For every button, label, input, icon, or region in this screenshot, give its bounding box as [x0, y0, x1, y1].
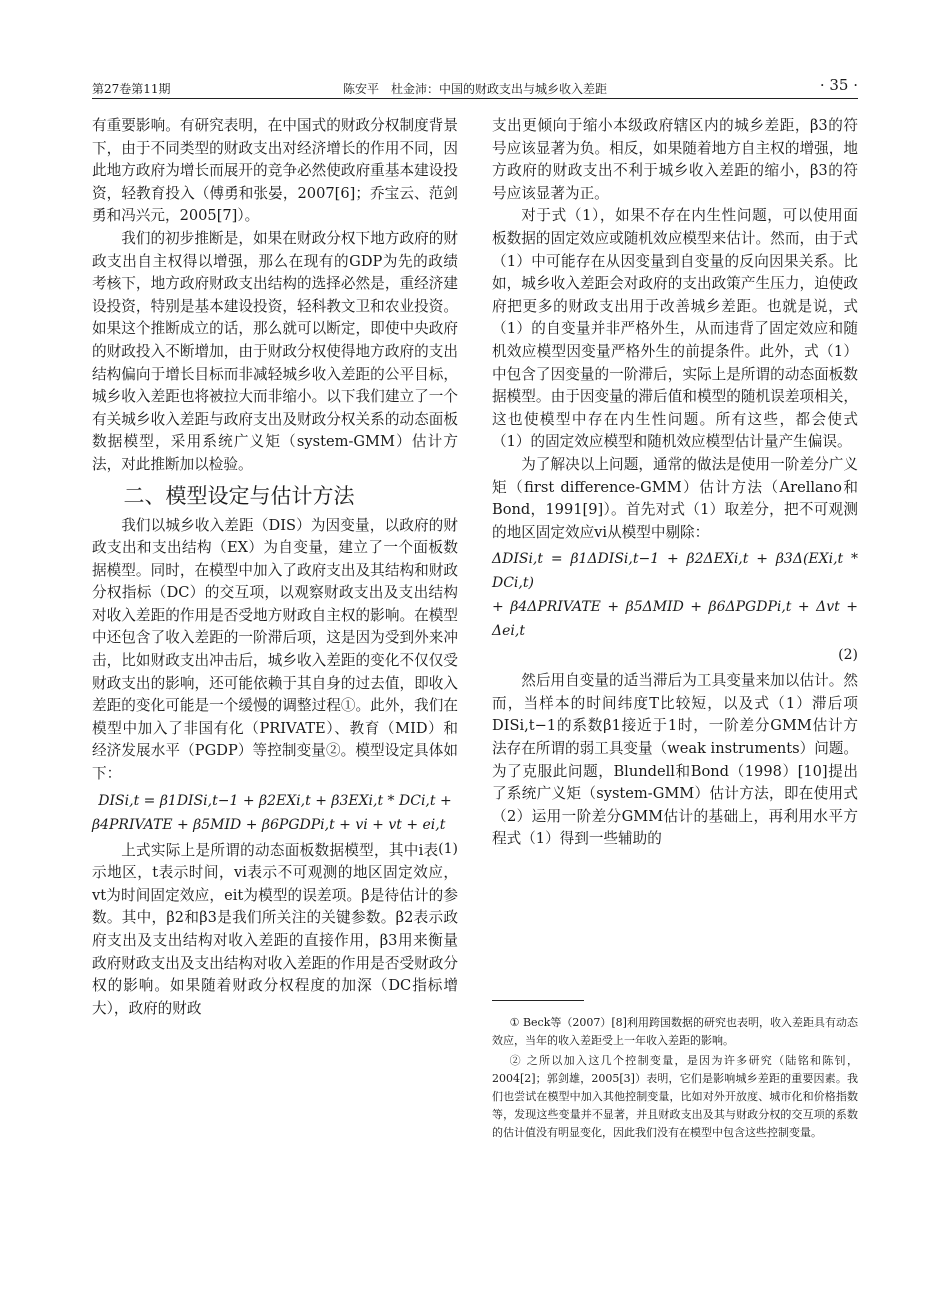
equation-2: [492, 547, 858, 667]
left-column: [92, 115, 458, 1020]
paragraph: 对于式（1），如果不存在内生性问题，可以使用面板数据的固定效应或随机效应模型来估计。然而，由于式（1）中可能存在从因变量到自变量的反向因果关系。比如，城乡收入差距会对政府的支出政策产生压力，迫使政府把更多的财政支出用于改善城乡差距。也就是说，式（1）的自变量并非严格外生，从而违背了固定效应和随机效应模型因变量严格外生的前提条件。此外，式（1）中包含了因变量的一阶滞后，实际上是所谓的动态面板数据模型。由于因变量的滞后值和模型的随机误差项相关，这也使模型中存在内生性问题。所有这些，都会使式（1）的固定效应模型和随机效应模型估计量产生偏误。: [492, 207, 858, 451]
paragraph: 支出更倾向于缩小本级政府辖区内的城乡差距，β3的符号应该显著为负。相反，如果随着地方自主权的增强，地方政府的财政支出不利于城乡收入差距的缩小，β3的符号应该显著为正。: [492, 117, 858, 202]
paragraph: 为了解决以上问题，通常的做法是使用一阶差分广义矩（first difference-GMM）估计方法（Arellano和Bond，1991[9]）。首先对式（1）取差分，把不可观测的地区固定效应vi从模型中剔除：: [492, 455, 858, 541]
equation-2-line-1: ΔDISi,t = β1ΔDISi,t−1 + β2ΔEXi,t + β3Δ(EXi,t * DCi,t): [492, 551, 858, 592]
page-number: · 35 ·: [819, 76, 858, 94]
article-title: 陈安平 杜金沛：中国的财政支出与城乡收入差距: [342, 82, 607, 96]
issue-label: 第27卷第11期: [92, 82, 171, 96]
equation-1-line-2: [92, 813, 458, 857]
footnote-rule: [492, 1000, 584, 1001]
equation-1-line-1: DISi,t = β1DISi,t−1 + β2EXi,t + β3EXi,t * DCi,t +: [98, 792, 452, 809]
section-heading: 二、模型设定与估计方法: [123, 483, 355, 508]
footnotes: [492, 1014, 858, 1144]
footnote-2: ② 之所以加入这几个控制变量，是因为许多研究（陆铭和陈钊，2004[2]；郭剑雄，2005[3]）表明，它们是影响城乡差距的重要因素。我们也尝试在模型中加入其他控制变量，比如对外开放度、城市化和价格指数等，发现这些变量并不显著，并且财政支出及其与财政分权的交互项的系数的估计值没有明显变化，因此我们没有在模型中包含这些控制变量。: [492, 1054, 858, 1139]
equation-1: [92, 789, 458, 857]
paragraph: 上式实际上是所谓的动态面板数据模型，其中i表示地区，t表示时间，vi表示不可观测的地区固定效应，vt为时间固定效应，eit为模型的误差项。β是待估计的参数。其中，β2和β3是我们所关注的关键参数。β2表示政府支出及支出结构对收入差距的直接作用，β3用来衡量政府财政支出及支出结构对收入差距的作用是否受财政分权的影响。如果随着财政分权程度的加深（DC指标增大），政府的财政: [92, 841, 458, 1017]
equation-1-body: β4PRIVATE + β5MID + β6PGDPi,t + vi + vt + ei,t: [92, 816, 446, 833]
equation-number: (1): [438, 840, 458, 857]
paragraph: 有重要影响。有研究表明，在中国式的财政分权制度背景下，由于不同类型的财政支出对经济增长的作用不同，因此地方政府为增长而展开的竞争必然使政府重基本建设投资，轻教育投入（傅勇和张晏，2007[6]；乔宝云、范剑勇和冯兴元，2005[7]）。: [92, 117, 458, 225]
equation-2-line-2: + β4ΔPRIVATE + β5ΔMID + β6ΔPGDPi,t + Δvt + Δei,t: [492, 599, 858, 640]
right-column: [492, 115, 858, 851]
paragraph: 我们的初步推断是，如果在财政分权下地方政府的财政支出自主权得以增强，那么在现有的GDP为先的政绩考核下，地方政府财政支出结构的选择必然是，重经济建设投资，特别是基本建设投资，轻科教文卫和农业投资。如果这个推断成立的话，那么就可以断定，即使中央政府的财政投入不断增加，由于财政分权使得地方政府的支出结构偏向于增长目标而非减轻城乡收入差距的公平目标，城乡收入差距也将被拉大而非缩小。以下我们建立了一个有关城乡收入差距与政府支出及财政分权关系的动态面板数据模型，采用系统广义矩（system-GMM）估计方法，对此推断加以检验。: [92, 229, 458, 473]
footnote-1: ① Beck等（2007）[8]利用跨国数据的研究也表明，收入差距具有动态效应，当年的收入差距受上一年收入差距的影响。: [492, 1016, 858, 1047]
equation-number: (2): [838, 647, 858, 664]
paragraph: 然后用自变量的适当滞后为工具变量来加以估计。然而，当样本的时间纬度T比较短，以及式（1）滞后项DISi,t−1的系数β1接近于1时，一阶差分GMM估计方法存在所谓的弱工具变量（weak instruments）问题。为了克服此问题，Blundell和Bond（1998）[10]提出了系统广义矩（system-GMM）估计方法，即在使用式（2）运用一阶差分GMM估计的基础上，再利用水平方程式（1）得到一些辅助的: [492, 672, 858, 848]
running-header: [92, 76, 858, 99]
paragraph: 我们以城乡收入差距（DIS）为因变量，以政府的财政支出和支出结构（EX）为自变量，建立了一个面板数据模型。同时，在模型中加入了政府支出及其结构和财政分权指标（DC）的交互项，以观察财政支出及支出结构对收入差距的作用是否受地方财政自主权的影响。在模型中还包含了收入差距的一阶滞后项，这是因为受到外来冲击，比如财政支出冲击后，城乡收入差距的变化不仅仅受财政支出的影响，还可能依赖于其自身的过去值，即收入差距的变化可能是一个缓慢的调整过程①。此外，我们在模型中加入了非国有化（PRIVATE）、教育（MID）和经济发展水平（PGDP）等控制变量②。模型设定具体如下：: [92, 516, 458, 783]
